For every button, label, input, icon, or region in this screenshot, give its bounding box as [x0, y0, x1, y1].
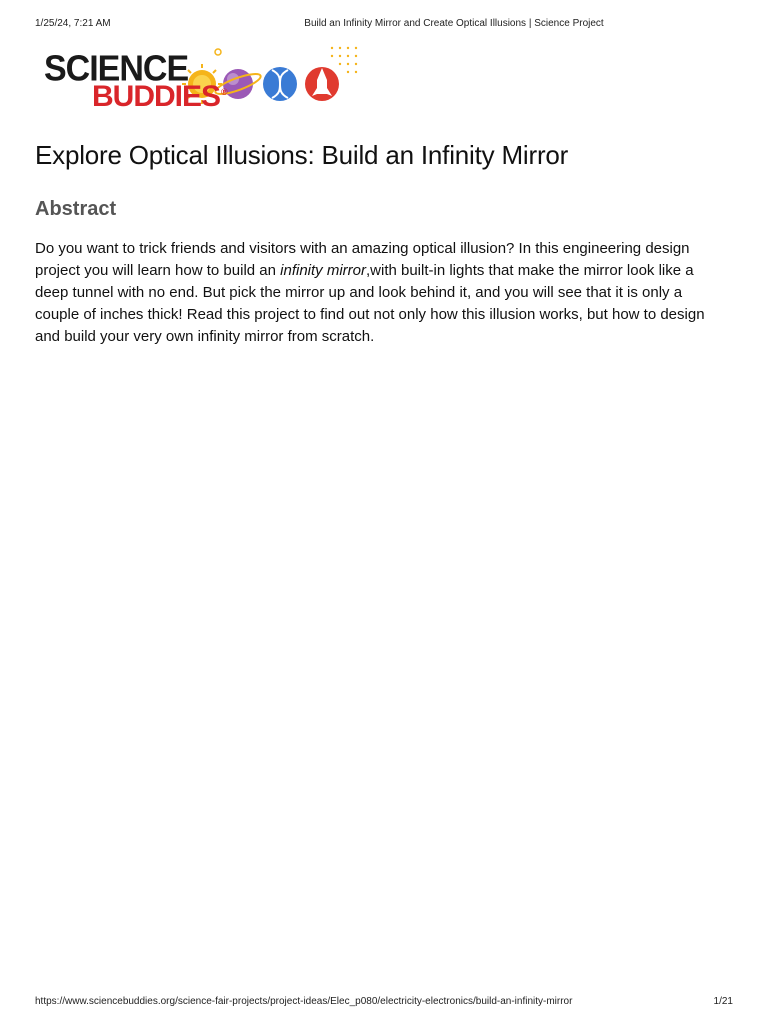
print-header — [35, 18, 733, 32]
registered-mark: ® — [221, 87, 227, 97]
page-number: 1/21 — [713, 996, 733, 1007]
abstract-text — [35, 238, 725, 348]
logo-word-buddies — [92, 80, 227, 114]
abstract-part1: Do you want to trick friends and visitors with an amazing optical illusion? In this engineering design project you will learn how to build an — [35, 240, 690, 279]
dna-icon — [263, 67, 297, 101]
logo-word-buddies-text: BUDDIES — [92, 80, 221, 113]
abstract-part2: ,with built-in lights that make the mirror look like a deep tunnel with no end. But pick the mirror up and look behind it, and you will see that it is only a couple of inches thick! Read this project to find out not only how this illusion works, but how to design and build your very own infinity mirror from scratch. — [35, 262, 705, 345]
page-title: Explore Optical Illusions: Build an Infinity Mirror — [35, 140, 569, 170]
print-url[interactable]: https://www.sciencebuddies.org/science-fair-projects/project-ideas/Elec_p080/electricity-electronics/build-an-infinity-mirror — [35, 996, 573, 1007]
print-date: 1/25/24, 7:21 AM — [35, 18, 111, 29]
science-buddies-logo[interactable] — [40, 42, 365, 112]
abstract-heading: Abstract — [35, 198, 117, 220]
print-footer — [35, 996, 733, 1010]
abstract-italic-term: infinity mirror — [280, 262, 366, 279]
logo-word-science: SCIENCE — [44, 49, 189, 89]
rocket-icon — [305, 67, 339, 101]
dot-grid-icon — [331, 47, 357, 73]
print-doc-title: Build an Infinity Mirror and Create Optical Illusions | Science Project — [304, 18, 604, 29]
